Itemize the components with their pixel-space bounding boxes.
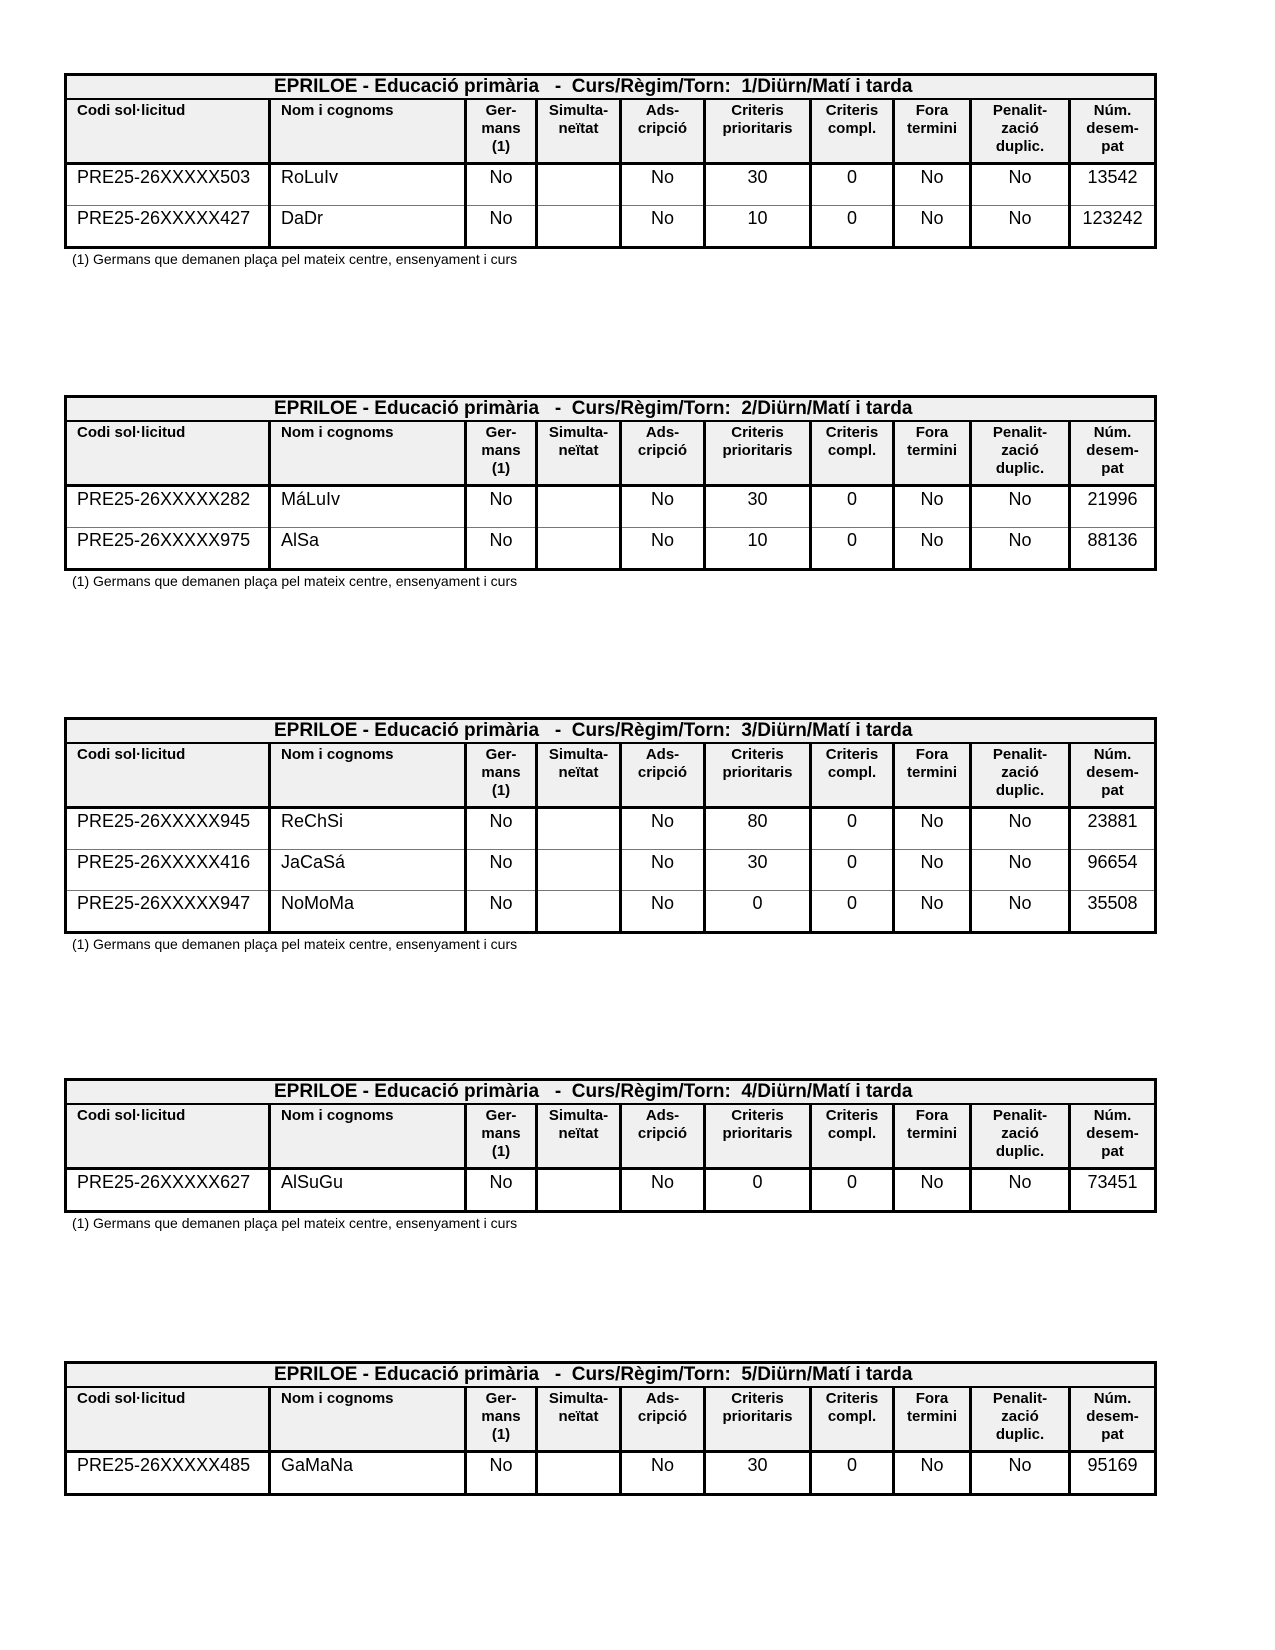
column-header-duplication-penalty: Penalit- zació duplic. <box>971 1387 1070 1452</box>
column-header-adscription: Ads- cripció <box>621 99 705 164</box>
cell-tiebreak-number: 88136 <box>1070 528 1156 570</box>
cell-adscription: No <box>621 808 705 850</box>
column-header-duplication-penalty: Penalit- zació duplic. <box>971 421 1070 486</box>
column-header-tiebreak-number: Núm. desem- pat <box>1070 99 1156 164</box>
title-program: EPRILOE - Educació primària <box>274 1364 540 1385</box>
column-header-complementary-criteria: Criteris compl. <box>811 421 894 486</box>
cell-siblings: No <box>466 808 537 850</box>
column-header-priority-criteria: Criteris prioritaris <box>705 1387 811 1452</box>
column-header-simultaneity: Simulta- neïtat <box>537 743 621 808</box>
table-title <box>66 397 1156 422</box>
table-title-row <box>66 397 1156 422</box>
title-course: - Curs/Règim/Torn: 5/Diürn/Matí i tarda <box>539 1364 913 1385</box>
cell-priority-criteria: 0 <box>705 1169 811 1212</box>
table-title-row <box>66 1080 1156 1105</box>
cell-out-of-term: No <box>894 486 971 528</box>
cell-out-of-term: No <box>894 891 971 933</box>
cell-name: JaCaSá <box>270 850 466 891</box>
cell-tiebreak-number: 95169 <box>1070 1452 1156 1495</box>
column-header-out-of-term: Fora termini <box>894 1387 971 1452</box>
cell-adscription: No <box>621 1169 705 1212</box>
cell-code: PRE25-26XXXXX427 <box>66 206 270 248</box>
cell-duplication-penalty: No <box>971 1452 1070 1495</box>
column-header-adscription: Ads- cripció <box>621 1104 705 1169</box>
column-header-adscription: Ads- cripció <box>621 421 705 486</box>
cell-complementary-criteria: 0 <box>811 164 894 206</box>
cell-simultaneity <box>537 528 621 570</box>
table-title-row <box>66 1363 1156 1388</box>
admission-list-block <box>64 395 1154 589</box>
table-row <box>66 891 1156 933</box>
cell-simultaneity <box>537 206 621 248</box>
cell-adscription: No <box>621 206 705 248</box>
column-header-out-of-term: Fora termini <box>894 1104 971 1169</box>
cell-tiebreak-number: 73451 <box>1070 1169 1156 1212</box>
footnote: (1) Germans que demanen plaça pel mateix centre, ensenyament i curs <box>72 936 518 952</box>
cell-tiebreak-number: 123242 <box>1070 206 1156 248</box>
cell-priority-criteria: 10 <box>705 206 811 248</box>
cell-adscription: No <box>621 1452 705 1495</box>
cell-code: PRE25-26XXXXX503 <box>66 164 270 206</box>
table-title <box>66 75 1156 100</box>
title-program: EPRILOE - Educació primària <box>274 1081 540 1102</box>
table-row <box>66 528 1156 570</box>
cell-out-of-term: No <box>894 1169 971 1212</box>
cell-complementary-criteria: 0 <box>811 528 894 570</box>
table-row <box>66 206 1156 248</box>
cell-complementary-criteria: 0 <box>811 1169 894 1212</box>
column-header-complementary-criteria: Criteris compl. <box>811 99 894 164</box>
table-row <box>66 1169 1156 1212</box>
column-header-tiebreak-number: Núm. desem- pat <box>1070 1104 1156 1169</box>
column-header-adscription: Ads- cripció <box>621 1387 705 1452</box>
cell-code: PRE25-26XXXXX416 <box>66 850 270 891</box>
column-header-adscription: Ads- cripció <box>621 743 705 808</box>
cell-adscription: No <box>621 486 705 528</box>
title-program: EPRILOE - Educació primària <box>274 398 540 419</box>
footnote: (1) Germans que demanen plaça pel mateix centre, ensenyament i curs <box>72 1215 518 1231</box>
cell-tiebreak-number: 13542 <box>1070 164 1156 206</box>
column-header-siblings: Ger- mans (1) <box>466 99 537 164</box>
cell-tiebreak-number: 21996 <box>1070 486 1156 528</box>
admission-table <box>64 1078 1157 1213</box>
cell-duplication-penalty: No <box>971 1169 1070 1212</box>
cell-priority-criteria: 10 <box>705 528 811 570</box>
cell-duplication-penalty: No <box>971 850 1070 891</box>
cell-simultaneity <box>537 1169 621 1212</box>
column-header-out-of-term: Fora termini <box>894 421 971 486</box>
cell-simultaneity <box>537 850 621 891</box>
cell-complementary-criteria: 0 <box>811 1452 894 1495</box>
cell-duplication-penalty: No <box>971 528 1070 570</box>
column-header-code: Codi sol·licitud <box>66 99 270 164</box>
column-header-name: Nom i cognoms <box>270 99 466 164</box>
column-header-name: Nom i cognoms <box>270 743 466 808</box>
table-row <box>66 164 1156 206</box>
table-title-row <box>66 75 1156 100</box>
column-header-code: Codi sol·licitud <box>66 1387 270 1452</box>
cell-out-of-term: No <box>894 206 971 248</box>
cell-name: RoLuIv <box>270 164 466 206</box>
column-header-complementary-criteria: Criteris compl. <box>811 1387 894 1452</box>
cell-siblings: No <box>466 1169 537 1212</box>
column-header-out-of-term: Fora termini <box>894 743 971 808</box>
cell-duplication-penalty: No <box>971 486 1070 528</box>
title-course: - Curs/Règim/Torn: 3/Diürn/Matí i tarda <box>539 720 913 741</box>
cell-duplication-penalty: No <box>971 206 1070 248</box>
cell-name: AlSuGu <box>270 1169 466 1212</box>
cell-tiebreak-number: 35508 <box>1070 891 1156 933</box>
footnote: (1) Germans que demanen plaça pel mateix centre, ensenyament i curs <box>72 251 518 267</box>
table-title <box>66 1363 1156 1388</box>
cell-simultaneity <box>537 486 621 528</box>
cell-complementary-criteria: 0 <box>811 891 894 933</box>
cell-out-of-term: No <box>894 164 971 206</box>
cell-duplication-penalty: No <box>971 808 1070 850</box>
cell-complementary-criteria: 0 <box>811 808 894 850</box>
column-header-row <box>66 1387 1156 1452</box>
cell-code: PRE25-26XXXXX282 <box>66 486 270 528</box>
cell-duplication-penalty: No <box>971 164 1070 206</box>
column-header-duplication-penalty: Penalit- zació duplic. <box>971 1104 1070 1169</box>
cell-simultaneity <box>537 1452 621 1495</box>
cell-code: PRE25-26XXXXX975 <box>66 528 270 570</box>
cell-siblings: No <box>466 528 537 570</box>
footnote: (1) Germans que demanen plaça pel mateix centre, ensenyament i curs <box>72 573 518 589</box>
title-course: - Curs/Règim/Torn: 1/Diürn/Matí i tarda <box>539 76 913 97</box>
cell-siblings: No <box>466 164 537 206</box>
cell-complementary-criteria: 0 <box>811 206 894 248</box>
column-header-simultaneity: Simulta- neïtat <box>537 99 621 164</box>
cell-out-of-term: No <box>894 1452 971 1495</box>
admission-table <box>64 717 1157 934</box>
table-title-row <box>66 719 1156 744</box>
column-header-priority-criteria: Criteris prioritaris <box>705 421 811 486</box>
admission-list-block <box>64 717 1154 952</box>
column-header-priority-criteria: Criteris prioritaris <box>705 1104 811 1169</box>
cell-simultaneity <box>537 164 621 206</box>
column-header-siblings: Ger- mans (1) <box>466 1387 537 1452</box>
cell-complementary-criteria: 0 <box>811 850 894 891</box>
column-header-tiebreak-number: Núm. desem- pat <box>1070 421 1156 486</box>
cell-priority-criteria: 30 <box>705 1452 811 1495</box>
column-header-row <box>66 99 1156 164</box>
table-row <box>66 808 1156 850</box>
cell-name: NoMoMa <box>270 891 466 933</box>
cell-duplication-penalty: No <box>971 891 1070 933</box>
cell-adscription: No <box>621 528 705 570</box>
cell-name: AlSa <box>270 528 466 570</box>
cell-priority-criteria: 30 <box>705 850 811 891</box>
column-header-out-of-term: Fora termini <box>894 99 971 164</box>
cell-siblings: No <box>466 850 537 891</box>
column-header-name: Nom i cognoms <box>270 1104 466 1169</box>
admission-table <box>64 395 1157 571</box>
cell-tiebreak-number: 23881 <box>1070 808 1156 850</box>
cell-siblings: No <box>466 206 537 248</box>
cell-simultaneity <box>537 808 621 850</box>
column-header-siblings: Ger- mans (1) <box>466 421 537 486</box>
admission-list-block <box>64 1361 1154 1496</box>
admission-table <box>64 1361 1157 1496</box>
column-header-priority-criteria: Criteris prioritaris <box>705 99 811 164</box>
cell-out-of-term: No <box>894 528 971 570</box>
table-row <box>66 850 1156 891</box>
column-header-duplication-penalty: Penalit- zació duplic. <box>971 743 1070 808</box>
cell-priority-criteria: 30 <box>705 164 811 206</box>
cell-adscription: No <box>621 850 705 891</box>
title-course: - Curs/Règim/Torn: 4/Diürn/Matí i tarda <box>539 1081 913 1102</box>
cell-priority-criteria: 80 <box>705 808 811 850</box>
column-header-row <box>66 743 1156 808</box>
cell-complementary-criteria: 0 <box>811 486 894 528</box>
cell-name: GaMaNa <box>270 1452 466 1495</box>
column-header-siblings: Ger- mans (1) <box>466 1104 537 1169</box>
cell-out-of-term: No <box>894 850 971 891</box>
cell-code: PRE25-26XXXXX947 <box>66 891 270 933</box>
table-title <box>66 719 1156 744</box>
column-header-duplication-penalty: Penalit- zació duplic. <box>971 99 1070 164</box>
cell-code: PRE25-26XXXXX945 <box>66 808 270 850</box>
cell-name: MáLuIv <box>270 486 466 528</box>
admission-table <box>64 73 1157 249</box>
title-course: - Curs/Règim/Torn: 2/Diürn/Matí i tarda <box>539 398 913 419</box>
table-row <box>66 1452 1156 1495</box>
title-program: EPRILOE - Educació primària <box>274 720 540 741</box>
admission-list-block <box>64 1078 1154 1231</box>
cell-adscription: No <box>621 164 705 206</box>
column-header-name: Nom i cognoms <box>270 421 466 486</box>
column-header-simultaneity: Simulta- neïtat <box>537 1387 621 1452</box>
column-header-code: Codi sol·licitud <box>66 1104 270 1169</box>
cell-priority-criteria: 30 <box>705 486 811 528</box>
table-row <box>66 486 1156 528</box>
table-title <box>66 1080 1156 1105</box>
column-header-complementary-criteria: Criteris compl. <box>811 743 894 808</box>
cell-priority-criteria: 0 <box>705 891 811 933</box>
column-header-priority-criteria: Criteris prioritaris <box>705 743 811 808</box>
cell-tiebreak-number: 96654 <box>1070 850 1156 891</box>
cell-code: PRE25-26XXXXX485 <box>66 1452 270 1495</box>
column-header-siblings: Ger- mans (1) <box>466 743 537 808</box>
cell-name: ReChSi <box>270 808 466 850</box>
column-header-code: Codi sol·licitud <box>66 743 270 808</box>
cell-out-of-term: No <box>894 808 971 850</box>
column-header-tiebreak-number: Núm. desem- pat <box>1070 1387 1156 1452</box>
title-program: EPRILOE - Educació primària <box>274 76 540 97</box>
cell-simultaneity <box>537 891 621 933</box>
column-header-simultaneity: Simulta- neïtat <box>537 1104 621 1169</box>
column-header-row <box>66 421 1156 486</box>
column-header-name: Nom i cognoms <box>270 1387 466 1452</box>
cell-adscription: No <box>621 891 705 933</box>
column-header-simultaneity: Simulta- neïtat <box>537 421 621 486</box>
admission-list-block <box>64 73 1154 267</box>
column-header-complementary-criteria: Criteris compl. <box>811 1104 894 1169</box>
cell-siblings: No <box>466 1452 537 1495</box>
column-header-row <box>66 1104 1156 1169</box>
cell-siblings: No <box>466 486 537 528</box>
cell-code: PRE25-26XXXXX627 <box>66 1169 270 1212</box>
cell-name: DaDr <box>270 206 466 248</box>
column-header-code: Codi sol·licitud <box>66 421 270 486</box>
cell-siblings: No <box>466 891 537 933</box>
column-header-tiebreak-number: Núm. desem- pat <box>1070 743 1156 808</box>
